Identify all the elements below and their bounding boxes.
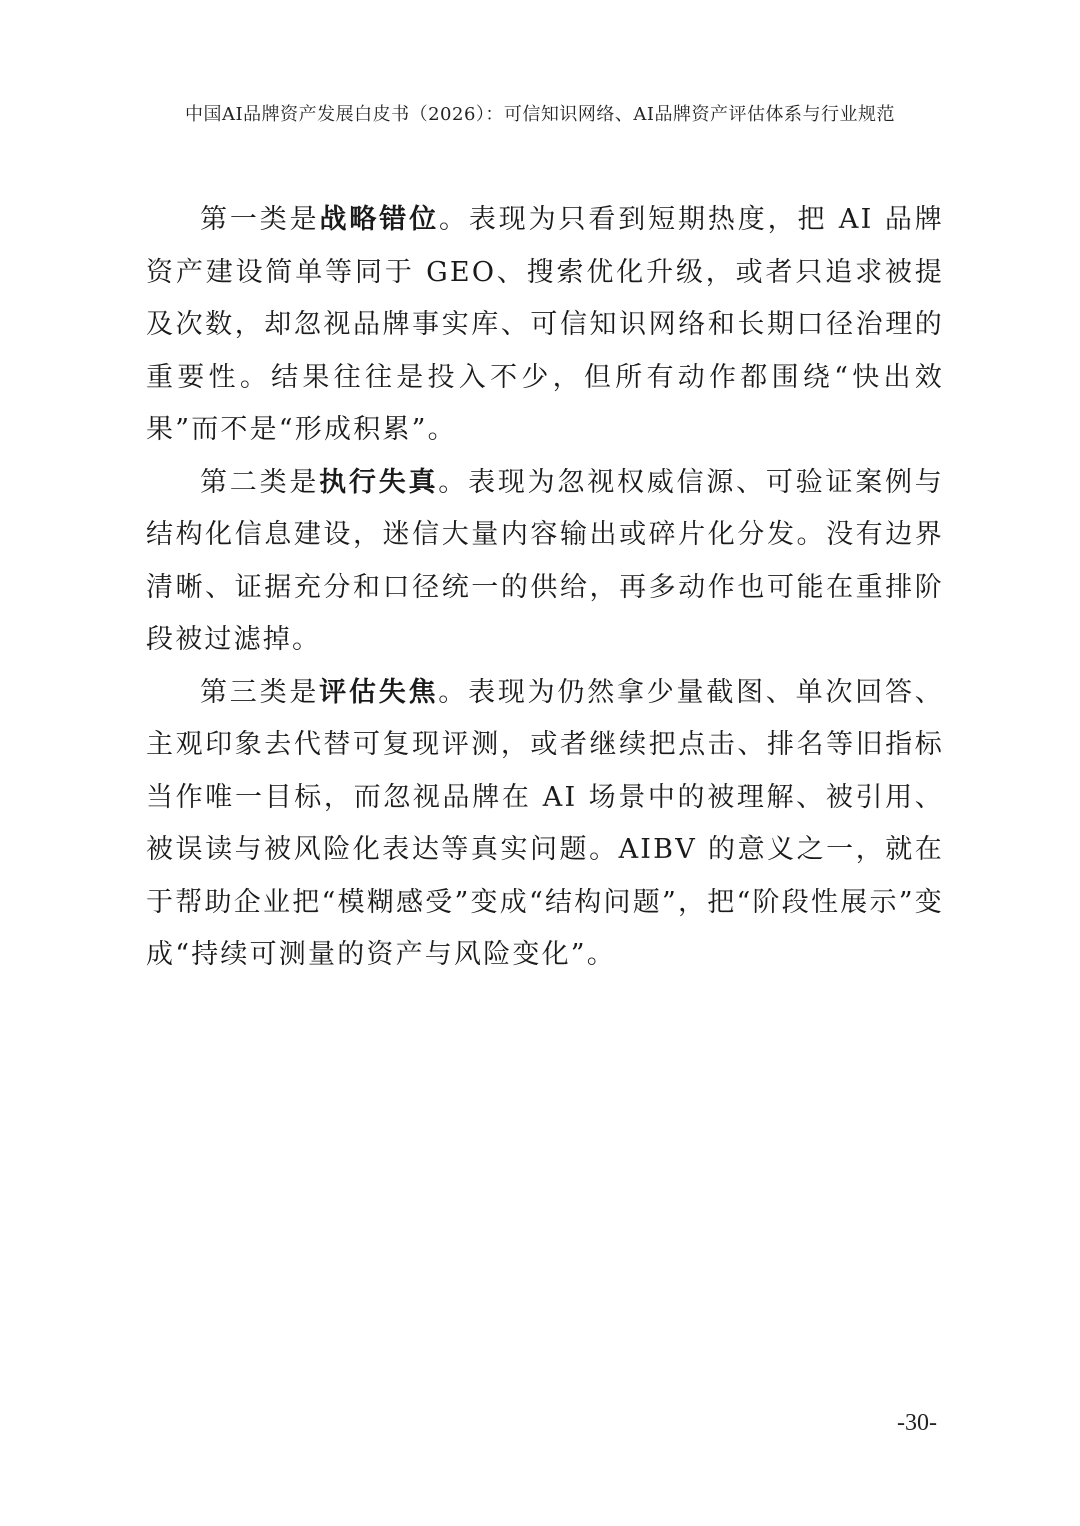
paragraph-text: 。表现为忽视权威信源、可验证案例与结构化信息建设，迷信大量内容输出或碎片化分发。没有边界清晰、证据充分和口径统一的供给，再多动作也可能在重排阶段被过滤掉。 <box>146 466 944 655</box>
paragraph-term: 执行失真 <box>319 466 439 498</box>
paragraph-lead: 第二类是 <box>200 466 320 498</box>
paragraph-text: 。表现为仍然拿少量截图、单次回答、主观印象去代替可复现评测，或者继续把点击、排名等旧指标当作唯一目标，而忽视品牌在 AI 场景中的被理解、被引用、被误读与被风险化表达等真实问题。AIBV 的意义之一，就在于帮助企业把“模糊感受”变成“结构问题”，把“阶段性展示”变成“持续可测量的资产与风险变化”。 <box>146 676 944 970</box>
paragraph-term: 战略错位 <box>319 204 440 235</box>
body-text <box>146 194 944 982</box>
paragraph-execution <box>146 457 944 667</box>
paragraph-text: 。表现为只看到短期热度，把 AI 品牌资产建设简单等同于 GEO、搜索优化升级，或者只追求被提及次数，却忽视品牌事实库、可信知识网络和长期口径治理的重要性。结果往往是投入不少，但所有动作都围绕“快出效果”而不是“形成积累”。 <box>146 204 944 445</box>
paragraph-lead: 第一类是 <box>200 204 320 235</box>
running-header: 中国AI品牌资产发展白皮书（2026）：可信知识网络、AI品牌资产评估体系与行业规范 <box>184 104 896 125</box>
paragraph-lead: 第三类是 <box>200 676 320 708</box>
page-number: -30- <box>897 1410 937 1436</box>
paragraph-strategy <box>146 194 944 457</box>
paragraph-evaluation <box>146 667 944 982</box>
paragraph-term: 评估失焦 <box>319 676 439 708</box>
